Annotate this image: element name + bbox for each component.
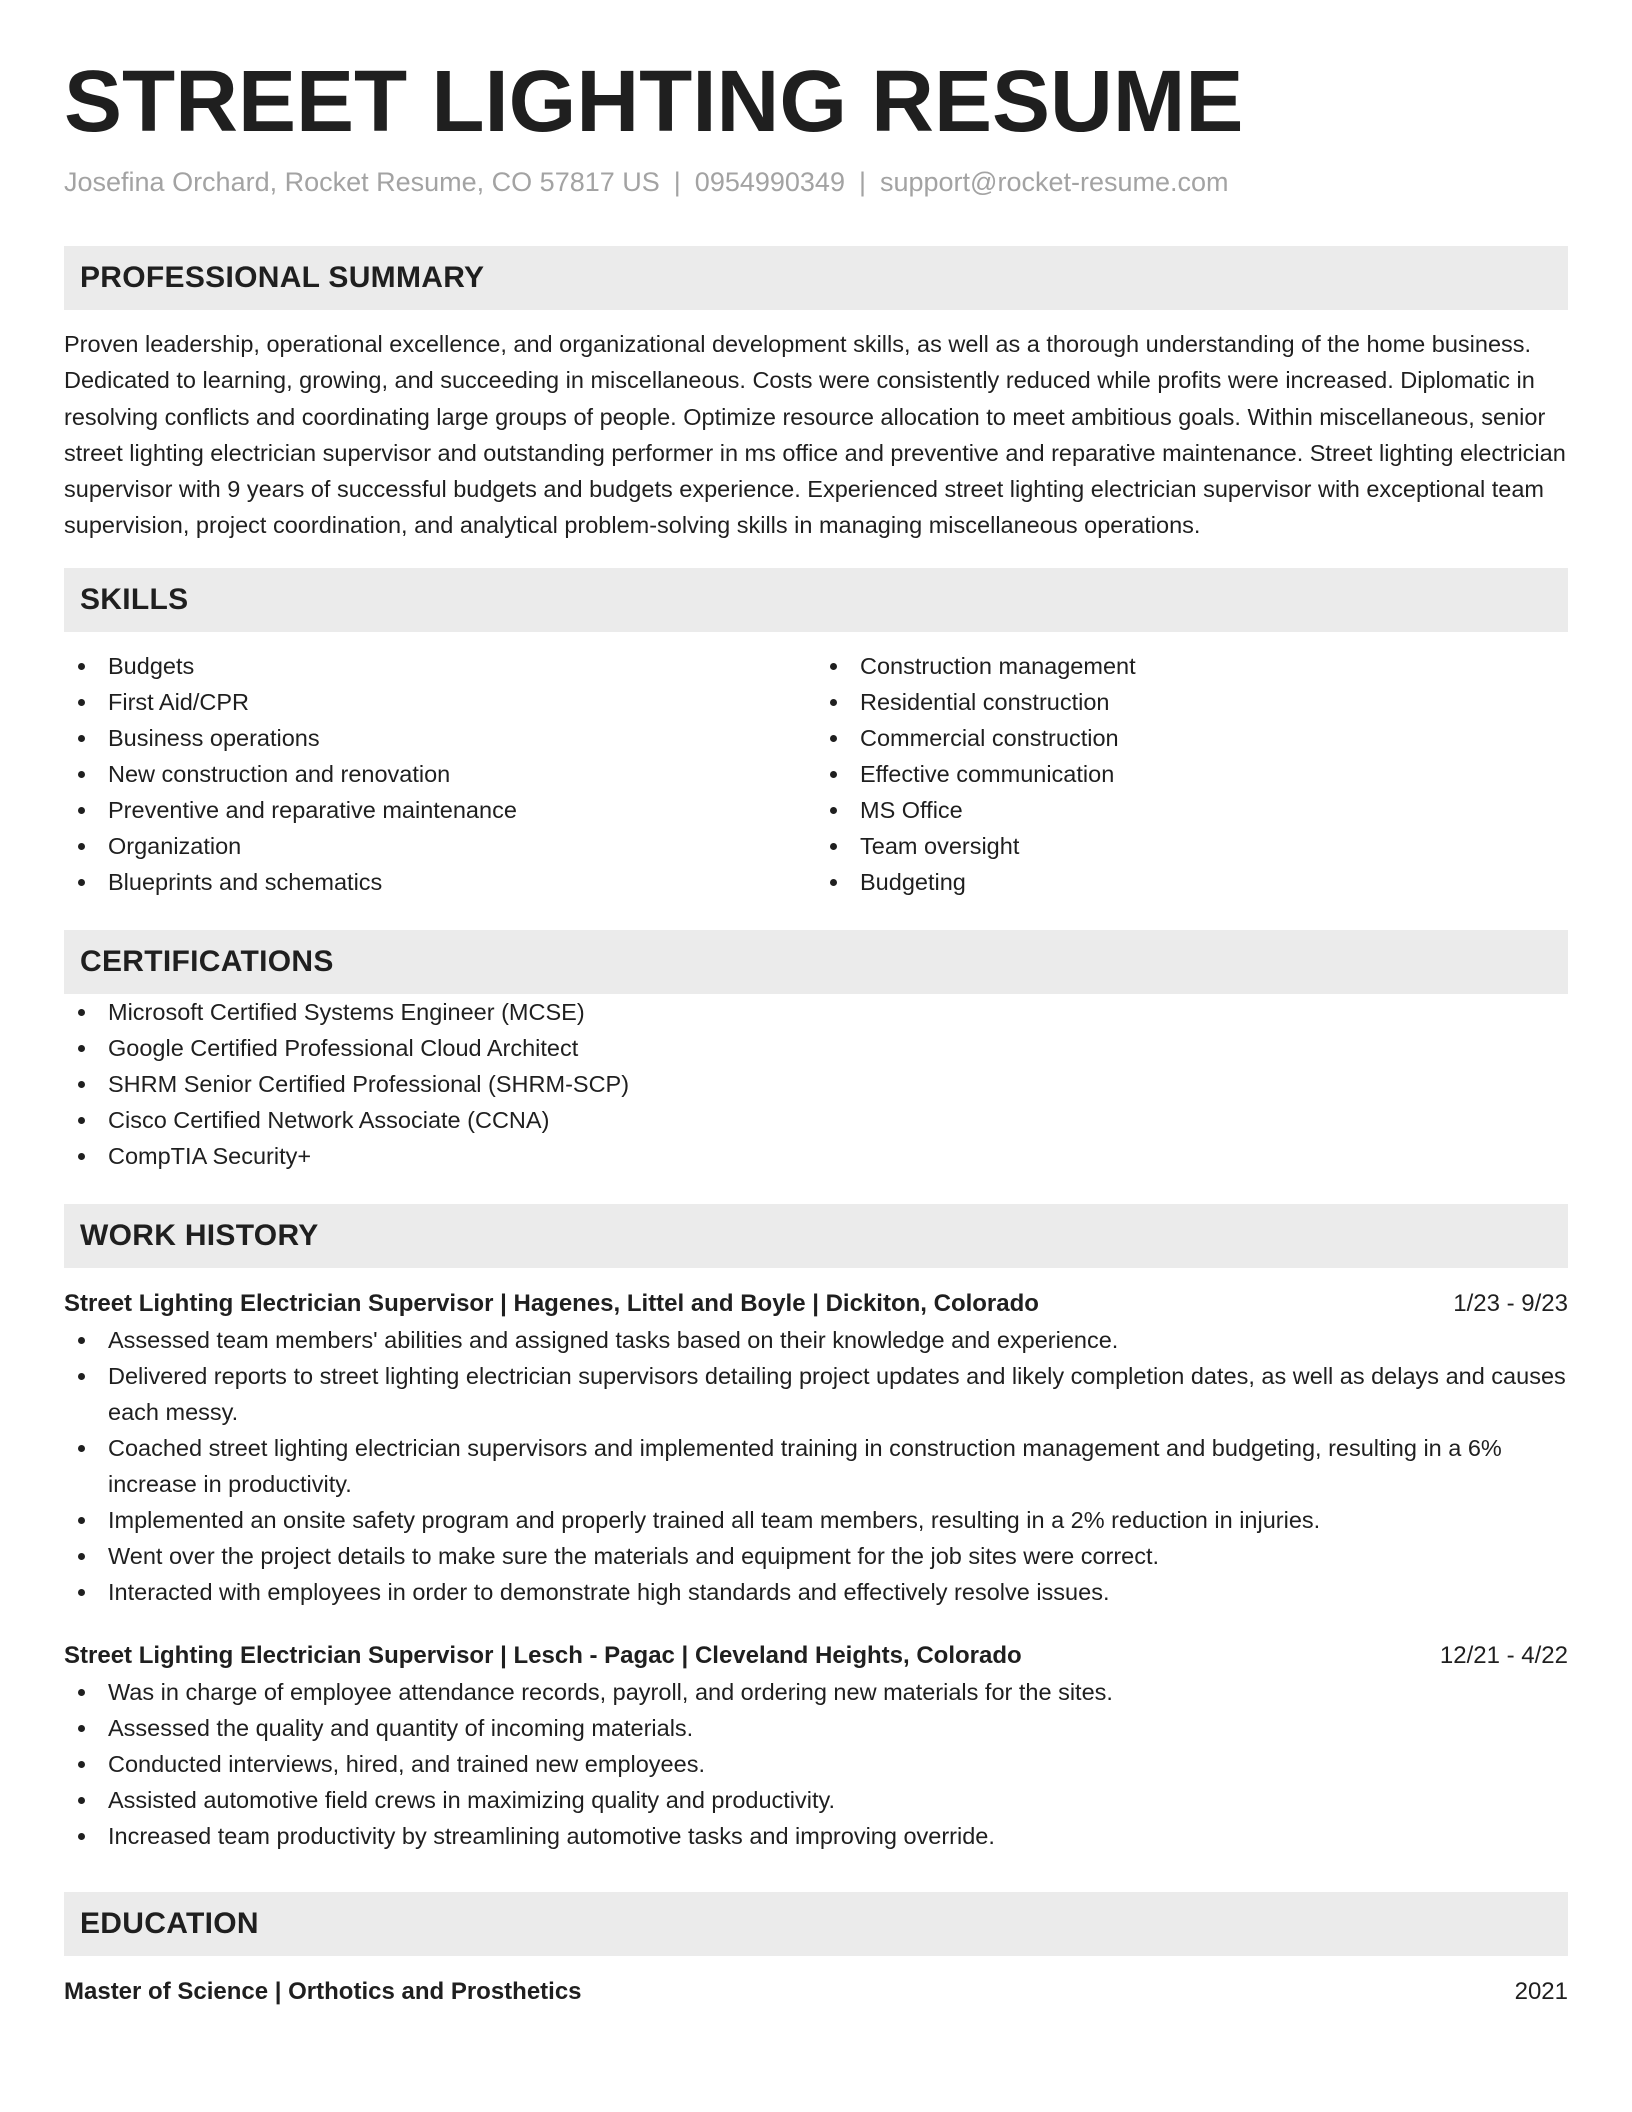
job-bullet: Conducted interviews, hired, and trained new employees. (64, 1746, 1568, 1782)
skill-item: Construction management (816, 648, 1568, 684)
job-bullet: Assessed the quality and quantity of incoming materials. (64, 1710, 1568, 1746)
skills-column-right (816, 648, 1568, 900)
job-header (64, 1286, 1568, 1322)
skills-list (64, 648, 1568, 900)
certification-item: Cisco Certified Network Associate (CCNA) (64, 1102, 1568, 1138)
job-bullet: Increased team productivity by streamlining automotive tasks and improving override. (64, 1818, 1568, 1854)
skill-item: Organization (64, 828, 816, 864)
skill-item: Residential construction (816, 684, 1568, 720)
skill-item: Budgets (64, 648, 816, 684)
section-header-education (64, 1892, 1568, 1956)
section-header-skills (64, 568, 1568, 632)
certification-item: SHRM Senior Certified Professional (SHRM-SCP) (64, 1066, 1568, 1102)
skill-item: Business operations (64, 720, 816, 756)
resume-content (64, 52, 1568, 2010)
job-bullet: Assisted automotive field crews in maximizing quality and productivity. (64, 1782, 1568, 1818)
contact-separator: | (673, 167, 681, 197)
skill-item: Blueprints and schematics (64, 864, 816, 900)
skill-item: Budgeting (816, 864, 1568, 900)
job-entry (64, 1286, 1568, 1610)
job-bullet: Coached street lighting electrician supervisors and implemented training in construction management and budgeting, resulting in a 6% increase in productivity. (64, 1430, 1568, 1502)
section-header-work-history (64, 1204, 1568, 1268)
section-title: CERTIFICATIONS (80, 944, 334, 978)
skill-item: Effective communication (816, 756, 1568, 792)
skill-item: Team oversight (816, 828, 1568, 864)
skill-item: New construction and renovation (64, 756, 816, 792)
skills-column-left (64, 648, 816, 900)
section-title: WORK HISTORY (80, 1218, 319, 1252)
job-bullets (64, 1322, 1568, 1610)
section-title: EDUCATION (80, 1906, 259, 1940)
certification-item: Google Certified Professional Cloud Architect (64, 1030, 1568, 1066)
skill-item: Preventive and reparative maintenance (64, 792, 816, 828)
resume-title: STREET LIGHTING RESUME (64, 53, 1244, 150)
degree-title: Master of Science | Orthotics and Prosthetics (64, 1977, 582, 2005)
skill-item: Commercial construction (816, 720, 1568, 756)
section-title: PROFESSIONAL SUMMARY (80, 261, 485, 294)
degree-year: 2021 (1514, 1977, 1568, 2005)
job-bullet: Implemented an onsite safety program and properly trained all team members, resulting in a 2% reduction in injuries. (64, 1502, 1568, 1538)
contact-address: Josefina Orchard, Rocket Resume, CO 57817 US (64, 167, 660, 197)
job-header (64, 1638, 1568, 1674)
job-bullet: Delivered reports to street lighting electrician supervisors detailing project updates and likely completion dates, as well as delays and causes each messy. (64, 1358, 1568, 1430)
skill-item: MS Office (816, 792, 1568, 828)
job-title: Street Lighting Electrician Supervisor | Hagenes, Littel and Boyle | Dickiton, Colorado (64, 1289, 1039, 1317)
section-header-summary (64, 246, 1568, 310)
job-dates: 12/21 - 4/22 (1439, 1641, 1568, 1669)
education-entry (64, 1974, 1568, 2010)
job-bullets (64, 1674, 1568, 1854)
section-header-certifications (64, 930, 1568, 994)
job-entry (64, 1638, 1568, 1854)
contact-line (64, 164, 1568, 200)
job-bullet: Was in charge of employee attendance records, payroll, and ordering new materials for the sites. (64, 1674, 1568, 1710)
certification-item: CompTIA Security+ (64, 1138, 1568, 1174)
job-dates: 1/23 - 9/23 (1453, 1289, 1568, 1317)
job-bullet: Went over the project details to make sure the materials and equipment for the job sites were correct. (64, 1538, 1568, 1574)
job-title: Street Lighting Electrician Supervisor | Lesch - Pagac | Cleveland Heights, Colorado (64, 1641, 1022, 1669)
job-bullet: Interacted with employees in order to demonstrate high standards and effectively resolve issues. (64, 1574, 1568, 1610)
certification-item: Microsoft Certified Systems Engineer (MCSE) (64, 994, 1568, 1030)
contact-email: support@rocket-resume.com (879, 167, 1229, 197)
certifications-list (64, 994, 1568, 1174)
skill-item: First Aid/CPR (64, 684, 816, 720)
contact-separator: | (858, 167, 866, 197)
contact-phone: 0954990349 (694, 167, 845, 197)
job-bullet: Assessed team members' abilities and assigned tasks based on their knowledge and experience. (64, 1322, 1568, 1358)
section-title: SKILLS (80, 582, 189, 616)
summary-text: Proven leadership, operational excellence, and organizational development skills, as well as a thorough understanding of the home business. Dedicated to learning, growing, and succeeding in miscellaneous. Costs were consistently reduced while profits were increased. Diplomatic in resolving conflicts and coordinating large groups of people. Optimize resource allocation to meet ambitious goals. Within miscellaneous, senior street lighting electrician supervisor and outstanding performer in ms office and preventive and reparative maintenance. Street lighting electrician supervisor with 9 years of successful budgets and budgets experience. Experienced street lighting electrician supervisor with exceptional team supervision, project coordination, and analytical problem-solving skills in managing miscellaneous operations. (64, 331, 1566, 539)
